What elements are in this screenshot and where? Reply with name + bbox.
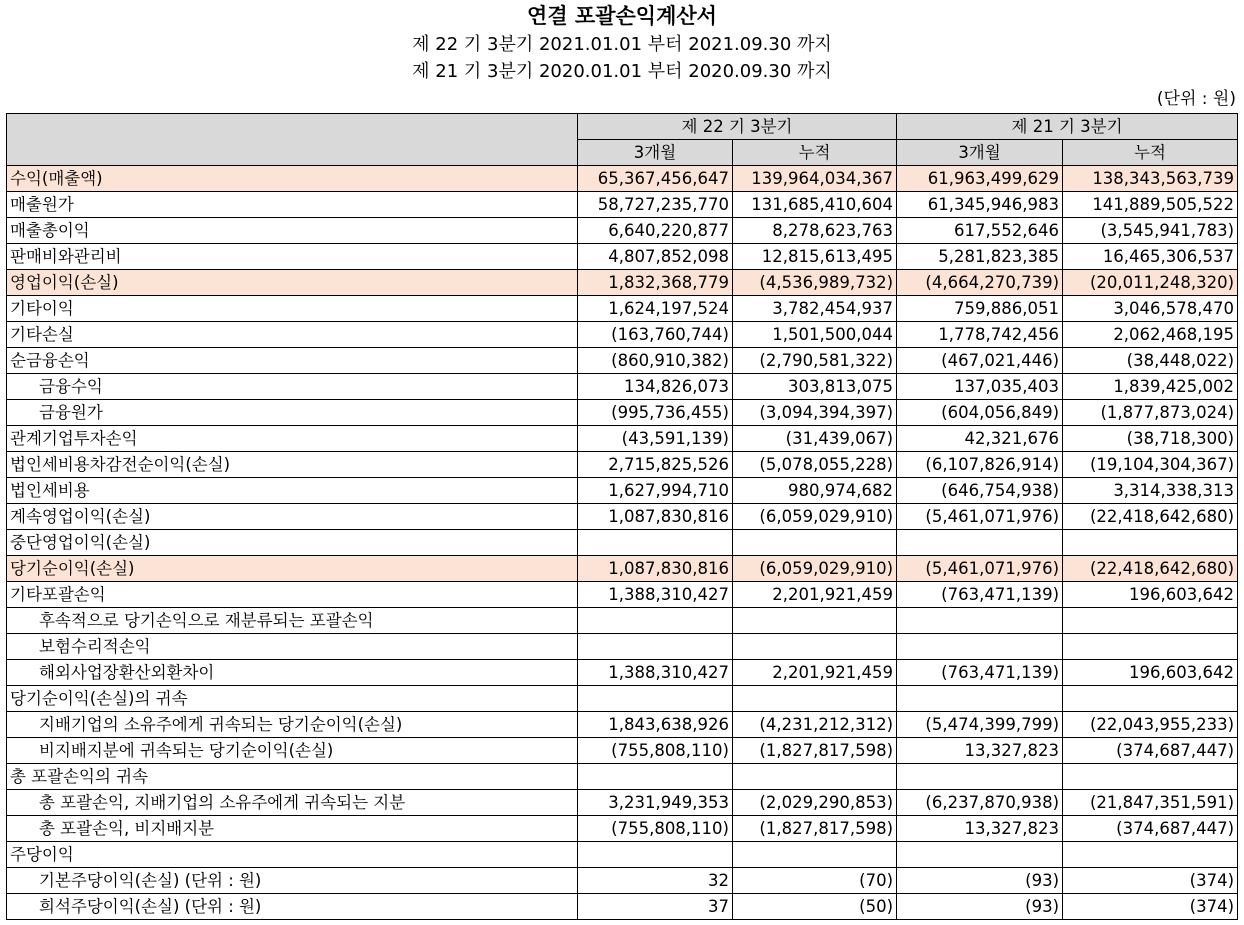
table-row — [7, 452, 1238, 478]
value-prior-cumulative — [1063, 530, 1238, 556]
table-row — [7, 764, 1238, 790]
table-row — [7, 322, 1238, 348]
value-prior-cumulative: (374,687,447) — [1063, 738, 1238, 764]
value-current-cumulative — [733, 634, 897, 660]
value-current-cumulative: (1,827,817,598) — [733, 816, 897, 842]
value-current-cumulative: 8,278,623,763 — [733, 218, 897, 244]
value-prior-cumulative — [1063, 608, 1238, 634]
value-prior-cumulative: 138,343,563,739 — [1063, 166, 1238, 192]
table-row — [7, 582, 1238, 608]
row-label: 기타이익 — [7, 296, 578, 322]
row-label: 매출원가 — [7, 192, 578, 218]
value-current-three-months: (860,910,382) — [578, 348, 733, 374]
value-prior-cumulative — [1063, 842, 1238, 868]
header-current-three-months: 3개월 — [578, 140, 733, 166]
table-row — [7, 192, 1238, 218]
value-prior-three-months — [897, 842, 1063, 868]
value-current-three-months — [578, 842, 733, 868]
value-current-cumulative: (1,827,817,598) — [733, 738, 897, 764]
value-prior-cumulative: (19,104,304,367) — [1063, 452, 1238, 478]
value-current-three-months: 65,367,456,647 — [578, 166, 733, 192]
value-current-cumulative: (4,536,989,732) — [733, 270, 897, 296]
value-prior-three-months: (93) — [897, 868, 1063, 894]
row-label: 법인세비용 — [7, 478, 578, 504]
table-row — [7, 348, 1238, 374]
row-label: 당기순이익(손실) — [7, 556, 578, 582]
table-row — [7, 166, 1238, 192]
value-prior-cumulative: (374) — [1063, 868, 1238, 894]
table-row — [7, 296, 1238, 322]
value-prior-three-months: 61,345,946,983 — [897, 192, 1063, 218]
row-label: 총 포괄손익, 비지배지분 — [7, 816, 578, 842]
value-prior-three-months: 137,035,403 — [897, 374, 1063, 400]
header-blank-cell — [7, 114, 578, 166]
value-current-cumulative: 2,201,921,459 — [733, 660, 897, 686]
row-label: 후속적으로 당기손익으로 재분류되는 포괄손익 — [7, 608, 578, 634]
row-label: 법인세비용차감전순이익(손실) — [7, 452, 578, 478]
value-current-three-months: 1,624,197,524 — [578, 296, 733, 322]
row-label: 매출총이익 — [7, 218, 578, 244]
value-current-cumulative: (3,094,394,397) — [733, 400, 897, 426]
value-current-three-months — [578, 608, 733, 634]
value-prior-three-months — [897, 686, 1063, 712]
row-label: 순금융손익 — [7, 348, 578, 374]
row-label: 기타포괄손익 — [7, 582, 578, 608]
value-prior-three-months: (5,461,071,976) — [897, 504, 1063, 530]
row-label: 해외사업장환산외환차이 — [7, 660, 578, 686]
table-row — [7, 634, 1238, 660]
value-current-three-months — [578, 764, 733, 790]
value-current-cumulative: 980,974,682 — [733, 478, 897, 504]
value-current-three-months: (995,736,455) — [578, 400, 733, 426]
value-current-cumulative: 1,501,500,044 — [733, 322, 897, 348]
value-current-cumulative: (70) — [733, 868, 897, 894]
value-current-cumulative: 303,813,075 — [733, 374, 897, 400]
header-current-period: 제 22 기 3분기 — [578, 114, 897, 140]
value-current-three-months: 1,832,368,779 — [578, 270, 733, 296]
value-prior-three-months: (604,056,849) — [897, 400, 1063, 426]
value-prior-three-months: (93) — [897, 894, 1063, 920]
value-prior-cumulative: (3,545,941,783) — [1063, 218, 1238, 244]
row-label: 계속영업이익(손실) — [7, 504, 578, 530]
value-current-three-months — [578, 634, 733, 660]
value-prior-three-months — [897, 764, 1063, 790]
value-prior-cumulative — [1063, 686, 1238, 712]
row-label: 판매비와관리비 — [7, 244, 578, 270]
value-prior-cumulative: (374) — [1063, 894, 1238, 920]
value-prior-cumulative: (20,011,248,320) — [1063, 270, 1238, 296]
value-current-three-months: 32 — [578, 868, 733, 894]
value-prior-cumulative: 196,603,642 — [1063, 660, 1238, 686]
value-prior-three-months: (6,107,826,914) — [897, 452, 1063, 478]
value-prior-three-months: (5,461,071,976) — [897, 556, 1063, 582]
row-label: 총 포괄손익, 지배기업의 소유주에게 귀속되는 지분 — [7, 790, 578, 816]
row-label: 당기순이익(손실)의 귀속 — [7, 686, 578, 712]
value-current-three-months: 37 — [578, 894, 733, 920]
value-prior-cumulative — [1063, 764, 1238, 790]
value-current-cumulative: (4,231,212,312) — [733, 712, 897, 738]
value-current-three-months: 2,715,825,526 — [578, 452, 733, 478]
value-current-three-months — [578, 686, 733, 712]
value-prior-three-months — [897, 530, 1063, 556]
row-label: 기본주당이익(손실) (단위 : 원) — [7, 868, 578, 894]
header-current-cumulative: 누적 — [733, 140, 897, 166]
row-label: 보험수리적손익 — [7, 634, 578, 660]
table-row — [7, 218, 1238, 244]
row-label: 기타손실 — [7, 322, 578, 348]
header-prior-three-months: 3개월 — [897, 140, 1063, 166]
statement-title: 연결 포괄손익계산서 — [527, 4, 717, 28]
value-prior-three-months: (646,754,938) — [897, 478, 1063, 504]
value-current-three-months: 1,087,830,816 — [578, 556, 733, 582]
value-prior-three-months: (763,471,139) — [897, 582, 1063, 608]
value-prior-cumulative: (38,718,300) — [1063, 426, 1238, 452]
value-prior-three-months: (6,237,870,938) — [897, 790, 1063, 816]
value-prior-cumulative: 196,603,642 — [1063, 582, 1238, 608]
value-current-cumulative: (5,078,055,228) — [733, 452, 897, 478]
value-current-cumulative: 3,782,454,937 — [733, 296, 897, 322]
value-current-cumulative — [733, 764, 897, 790]
table-row — [7, 556, 1238, 582]
value-prior-cumulative: 1,839,425,002 — [1063, 374, 1238, 400]
value-current-three-months: (755,808,110) — [578, 816, 733, 842]
value-prior-cumulative: 16,465,306,537 — [1063, 244, 1238, 270]
value-current-three-months — [578, 530, 733, 556]
row-label: 희석주당이익(손실) (단위 : 원) — [7, 894, 578, 920]
period-current: 제 22 기 3분기 2021.01.01 부터 2021.09.30 까지 — [412, 34, 832, 55]
value-current-three-months: (755,808,110) — [578, 738, 733, 764]
table-row — [7, 894, 1238, 920]
value-prior-cumulative: (22,418,642,680) — [1063, 504, 1238, 530]
value-current-three-months: 6,640,220,877 — [578, 218, 733, 244]
table-row — [7, 426, 1238, 452]
value-current-cumulative: 2,201,921,459 — [733, 582, 897, 608]
value-current-three-months: 1,087,830,816 — [578, 504, 733, 530]
table-row — [7, 400, 1238, 426]
value-prior-cumulative: 141,889,505,522 — [1063, 192, 1238, 218]
row-label: 지배기업의 소유주에게 귀속되는 당기순이익(손실) — [7, 712, 578, 738]
value-prior-cumulative: (374,687,447) — [1063, 816, 1238, 842]
value-prior-three-months: (5,474,399,799) — [897, 712, 1063, 738]
row-label: 수익(매출액) — [7, 166, 578, 192]
table-row — [7, 738, 1238, 764]
value-current-three-months: 134,826,073 — [578, 374, 733, 400]
row-label: 금융원가 — [7, 400, 578, 426]
value-prior-cumulative: (1,877,873,024) — [1063, 400, 1238, 426]
value-current-three-months: 1,388,310,427 — [578, 582, 733, 608]
header-prior-period: 제 21 기 3분기 — [897, 114, 1238, 140]
value-prior-cumulative: 2,062,468,195 — [1063, 322, 1238, 348]
value-prior-three-months: 1,778,742,456 — [897, 322, 1063, 348]
value-current-cumulative: (50) — [733, 894, 897, 920]
value-prior-cumulative: (38,448,022) — [1063, 348, 1238, 374]
value-prior-three-months: 759,886,051 — [897, 296, 1063, 322]
table-row — [7, 868, 1238, 894]
table-row — [7, 660, 1238, 686]
value-prior-three-months — [897, 634, 1063, 660]
table-row — [7, 244, 1238, 270]
header-row-periods — [7, 114, 1238, 140]
row-label: 비지배지분에 귀속되는 당기순이익(손실) — [7, 738, 578, 764]
value-prior-three-months: 5,281,823,385 — [897, 244, 1063, 270]
row-label: 중단영업이익(손실) — [7, 530, 578, 556]
value-prior-three-months: 13,327,823 — [897, 738, 1063, 764]
value-current-three-months: 3,231,949,353 — [578, 790, 733, 816]
value-prior-three-months — [897, 608, 1063, 634]
row-label: 금융수익 — [7, 374, 578, 400]
value-current-three-months: 1,388,310,427 — [578, 660, 733, 686]
table-row — [7, 478, 1238, 504]
row-label: 주당이익 — [7, 842, 578, 868]
value-current-cumulative — [733, 530, 897, 556]
value-prior-cumulative: (22,418,642,680) — [1063, 556, 1238, 582]
table-row — [7, 842, 1238, 868]
value-current-three-months: (163,760,744) — [578, 322, 733, 348]
value-current-cumulative — [733, 608, 897, 634]
table-row — [7, 816, 1238, 842]
value-current-three-months: 4,807,852,098 — [578, 244, 733, 270]
table-row — [7, 608, 1238, 634]
value-current-cumulative: (6,059,029,910) — [733, 504, 897, 530]
value-prior-cumulative: 3,314,338,313 — [1063, 478, 1238, 504]
value-current-cumulative: 139,964,034,367 — [733, 166, 897, 192]
value-prior-cumulative — [1063, 634, 1238, 660]
table-row — [7, 790, 1238, 816]
value-current-three-months: 1,627,994,710 — [578, 478, 733, 504]
value-prior-cumulative: (22,043,955,233) — [1063, 712, 1238, 738]
value-current-cumulative: (2,790,581,322) — [733, 348, 897, 374]
income-statement-table — [6, 113, 1238, 920]
value-prior-cumulative: (21,847,351,591) — [1063, 790, 1238, 816]
value-current-three-months: 1,843,638,926 — [578, 712, 733, 738]
value-current-cumulative: (2,029,290,853) — [733, 790, 897, 816]
value-prior-three-months: (763,471,139) — [897, 660, 1063, 686]
value-prior-cumulative: 3,046,578,470 — [1063, 296, 1238, 322]
value-current-cumulative: 131,685,410,604 — [733, 192, 897, 218]
value-prior-three-months: 617,552,646 — [897, 218, 1063, 244]
value-prior-three-months: (4,664,270,739) — [897, 270, 1063, 296]
value-current-cumulative: (6,059,029,910) — [733, 556, 897, 582]
header-prior-cumulative: 누적 — [1063, 140, 1238, 166]
value-current-cumulative: 12,815,613,495 — [733, 244, 897, 270]
table-row — [7, 530, 1238, 556]
value-current-cumulative — [733, 842, 897, 868]
value-current-cumulative — [733, 686, 897, 712]
table-row — [7, 374, 1238, 400]
row-label: 영업이익(손실) — [7, 270, 578, 296]
row-label: 총 포괄손익의 귀속 — [7, 764, 578, 790]
value-prior-three-months: 61,963,499,629 — [897, 166, 1063, 192]
value-prior-three-months: 13,327,823 — [897, 816, 1063, 842]
value-current-three-months: 58,727,235,770 — [578, 192, 733, 218]
table-row — [7, 270, 1238, 296]
value-current-cumulative: (31,439,067) — [733, 426, 897, 452]
table-row — [7, 712, 1238, 738]
value-current-three-months: (43,591,139) — [578, 426, 733, 452]
period-prior: 제 21 기 3분기 2020.01.01 부터 2020.09.30 까지 — [412, 61, 832, 82]
value-prior-three-months: (467,021,446) — [897, 348, 1063, 374]
table-row — [7, 686, 1238, 712]
value-prior-three-months: 42,321,676 — [897, 426, 1063, 452]
row-label: 관계기업투자손익 — [7, 426, 578, 452]
table-row — [7, 504, 1238, 530]
unit-label: (단위 : 원) — [1156, 89, 1236, 109]
